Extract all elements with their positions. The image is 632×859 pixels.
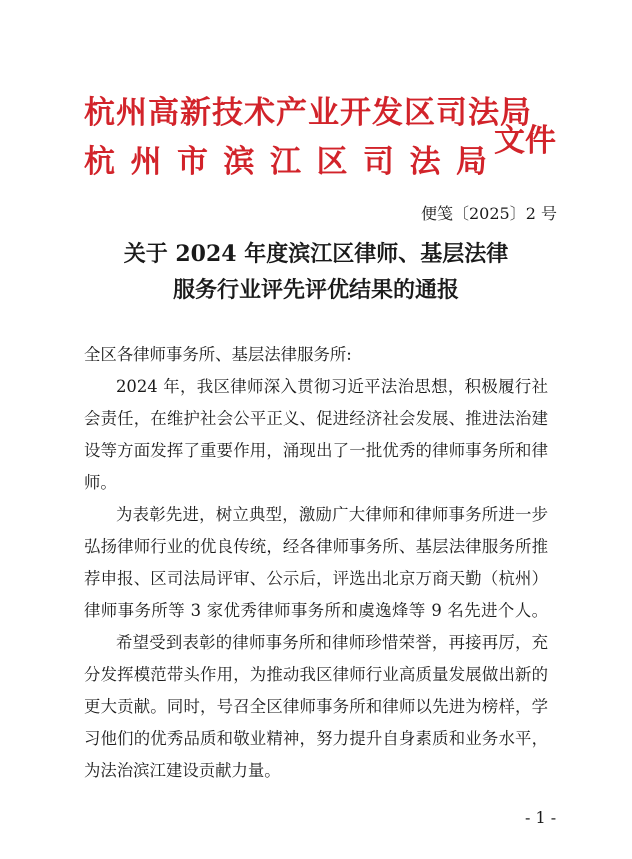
- document-type-word: 文件: [494, 123, 556, 159]
- paragraph-1-line-2: 会责任，在维护社会公平正义、促进经济社会发展、推进法治建: [84, 409, 548, 428]
- paragraph-1-line-3: 设等方面发挥了重要作用，涌现出了一批优秀的律师事务所和律: [84, 441, 548, 460]
- paragraph-2-line-1: 为表彰先进，树立典型，激励广大律师和律师事务所进一步: [116, 505, 548, 524]
- paragraph-3-line-1: 希望受到表彰的律师事务所和律师珍惜荣誉，再接再厉，充: [116, 633, 548, 652]
- paragraph-3-line-5: 为法治滨江建设贡献力量。: [84, 761, 281, 780]
- paragraph-3-line-3: 更大贡献。同时，号召全区律师事务所和律师以先进为榜样，学: [84, 697, 548, 716]
- issuer-line-2: 杭州市滨江区司法局: [84, 144, 503, 180]
- paragraph-3-line-4: 习他们的优秀品质和敬业精神，努力提升自身素质和业务水平，: [84, 729, 548, 748]
- page-number: - 1 -: [525, 808, 557, 827]
- paragraph-2-line-3: 荐申报、区司法局评审、公示后，评选出北京万商天勤（杭州）: [84, 569, 548, 588]
- document-title-line-1: 关于 2024 年度滨江区律师、基层法律: [123, 241, 509, 267]
- paragraph-1-line-1: 2024 年，我区律师深入贯彻习近平法治思想，积极履行社: [116, 377, 548, 396]
- issuer-line-1: 杭州高新技术产业开发区司法局: [84, 95, 532, 131]
- paragraph-3-line-2: 分发挥模范带头作用，为推动我区律师行业高质量发展做出新的: [84, 665, 548, 684]
- document-title-line-2: 服务行业评先评优结果的通报: [172, 277, 459, 303]
- paragraph-2-line-2: 弘扬律师行业的优良传统，经各律师事务所、基层法律服务所推: [84, 537, 548, 556]
- document-number: 便笺〔2025〕2 号: [421, 204, 557, 223]
- salutation: 全区各律师事务所、基层法律服务所:: [84, 345, 352, 364]
- paragraph-2-line-4: 律师事务所等 3 家优秀律师事务所和虞逸烽等 9 名先进个人。: [84, 601, 548, 620]
- paragraph-1-line-4: 师。: [84, 473, 117, 492]
